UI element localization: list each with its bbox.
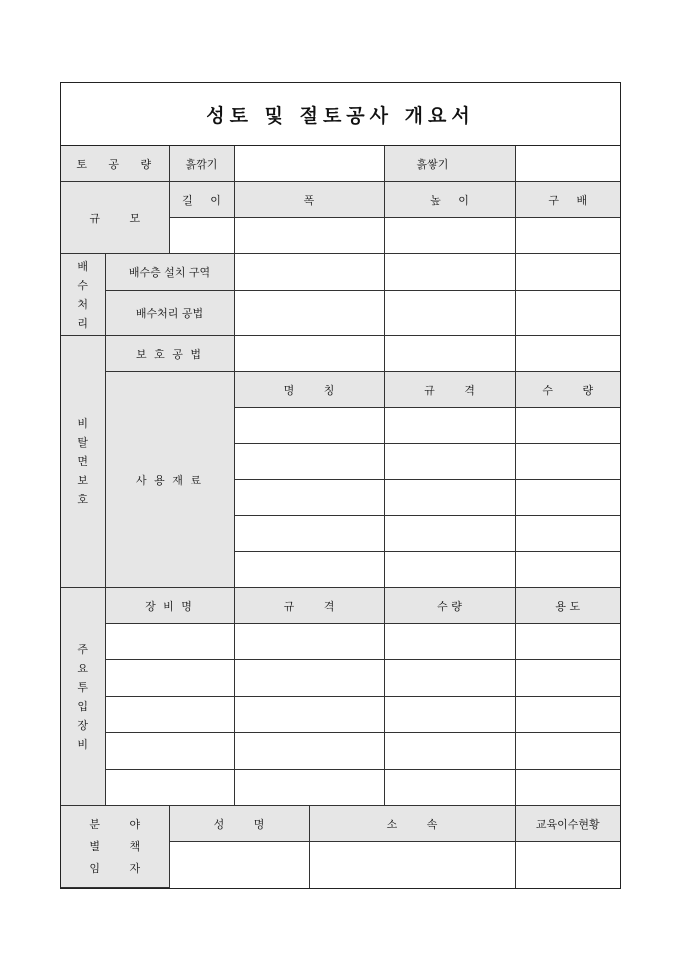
- responsible-edu-cell[interactable]: [515, 842, 620, 888]
- equipment-name-header: 장 비 명: [105, 588, 234, 624]
- material-name-cell[interactable]: [234, 408, 384, 444]
- material-name-cell[interactable]: [234, 444, 384, 480]
- equipment-name-cell[interactable]: [105, 733, 234, 770]
- material-name-cell[interactable]: [234, 516, 384, 552]
- materials-label: 사 용 재 료: [105, 372, 234, 588]
- material-name-cell[interactable]: [234, 480, 384, 516]
- equipment-spec-cell[interactable]: [234, 697, 384, 733]
- equipment-qty-cell[interactable]: [384, 624, 515, 660]
- material-qty-cell[interactable]: [515, 516, 620, 552]
- equipment-qty-header: 수 량: [384, 588, 515, 624]
- fill-value-cell[interactable]: [515, 146, 620, 182]
- material-qty-header: 수 량: [515, 372, 620, 408]
- material-spec-cell[interactable]: [384, 552, 515, 588]
- protection-method-cell-3[interactable]: [515, 336, 620, 372]
- equipment-label: 주 요 투 입 장 비: [61, 588, 105, 806]
- responsible-affil-cell[interactable]: [309, 842, 515, 888]
- equipment-spec-cell[interactable]: [234, 624, 384, 660]
- material-spec-cell[interactable]: [384, 408, 515, 444]
- fill-label: 흙쌓기: [384, 146, 515, 182]
- slope-header: 구 배: [515, 182, 620, 218]
- title-box: [61, 83, 620, 146]
- equipment-qty-cell[interactable]: [384, 660, 515, 697]
- drainage-method-label: 배수처리 공법: [105, 291, 234, 336]
- protection-method-cell[interactable]: [234, 336, 384, 372]
- drainage-zone-cell[interactable]: [234, 254, 384, 291]
- drainage-zone-cell-3[interactable]: [515, 254, 620, 291]
- equipment-name-cell[interactable]: [105, 624, 234, 660]
- equipment-spec-cell[interactable]: [234, 660, 384, 697]
- material-spec-cell[interactable]: [384, 444, 515, 480]
- equipment-use-header: 용 도: [515, 588, 620, 624]
- responsible-affil-header: 소 속: [309, 806, 515, 842]
- overview-form: [60, 82, 621, 889]
- equipment-spec-cell[interactable]: [234, 733, 384, 770]
- equipment-use-cell[interactable]: [515, 697, 620, 733]
- width-header: 폭: [234, 182, 384, 218]
- responsible-label: 분 야 별 책 임 자: [61, 806, 169, 888]
- drainage-zone-label: 배수층 설치 구역: [105, 254, 234, 291]
- equipment-use-cell[interactable]: [515, 660, 620, 697]
- equipment-use-cell[interactable]: [515, 770, 620, 806]
- cut-label: 흙깎기: [169, 146, 234, 182]
- equipment-name-cell[interactable]: [105, 770, 234, 806]
- scale-label: 규 모: [61, 182, 169, 254]
- material-spec-header: 규 격: [384, 372, 515, 408]
- responsible-name-cell[interactable]: [169, 842, 309, 888]
- slope-cell[interactable]: [515, 218, 620, 254]
- length-cell[interactable]: [169, 218, 234, 254]
- length-header: 길 이: [169, 182, 234, 218]
- height-cell[interactable]: [384, 218, 515, 254]
- drainage-method-cell[interactable]: [234, 291, 384, 336]
- material-qty-cell[interactable]: [515, 552, 620, 588]
- page-title: 성토 및 절토공사 개요서: [206, 104, 475, 127]
- responsible-edu-header: 교육이수현황: [515, 806, 620, 842]
- drainage-method-cell-3[interactable]: [515, 291, 620, 336]
- protection-method-cell-2[interactable]: [384, 336, 515, 372]
- material-spec-cell[interactable]: [384, 480, 515, 516]
- equipment-use-cell[interactable]: [515, 624, 620, 660]
- equipment-spec-header: 규 격: [234, 588, 384, 624]
- material-qty-cell[interactable]: [515, 480, 620, 516]
- equipment-spec-cell[interactable]: [234, 770, 384, 806]
- slope-protection-label: 비 탈 면 보 호: [61, 336, 105, 588]
- equipment-qty-cell[interactable]: [384, 697, 515, 733]
- material-spec-cell[interactable]: [384, 516, 515, 552]
- height-header: 높 이: [384, 182, 515, 218]
- equipment-qty-cell[interactable]: [384, 733, 515, 770]
- protection-method-label: 보 호 공 법: [105, 336, 234, 372]
- drainage-label: 배 수 처 리: [61, 254, 105, 336]
- volume-label: 토 공 량: [61, 146, 169, 182]
- responsible-name-header: 성 명: [169, 806, 309, 842]
- cut-value-cell[interactable]: [234, 146, 384, 182]
- material-name-header: 명 칭: [234, 372, 384, 408]
- material-qty-cell[interactable]: [515, 444, 620, 480]
- equipment-qty-cell[interactable]: [384, 770, 515, 806]
- equipment-name-cell[interactable]: [105, 697, 234, 733]
- material-qty-cell[interactable]: [515, 408, 620, 444]
- width-cell[interactable]: [234, 218, 384, 254]
- equipment-name-cell[interactable]: [105, 660, 234, 697]
- material-name-cell[interactable]: [234, 552, 384, 588]
- drainage-method-cell-2[interactable]: [384, 291, 515, 336]
- form-table: [61, 146, 620, 888]
- equipment-use-cell[interactable]: [515, 733, 620, 770]
- drainage-zone-cell-2[interactable]: [384, 254, 515, 291]
